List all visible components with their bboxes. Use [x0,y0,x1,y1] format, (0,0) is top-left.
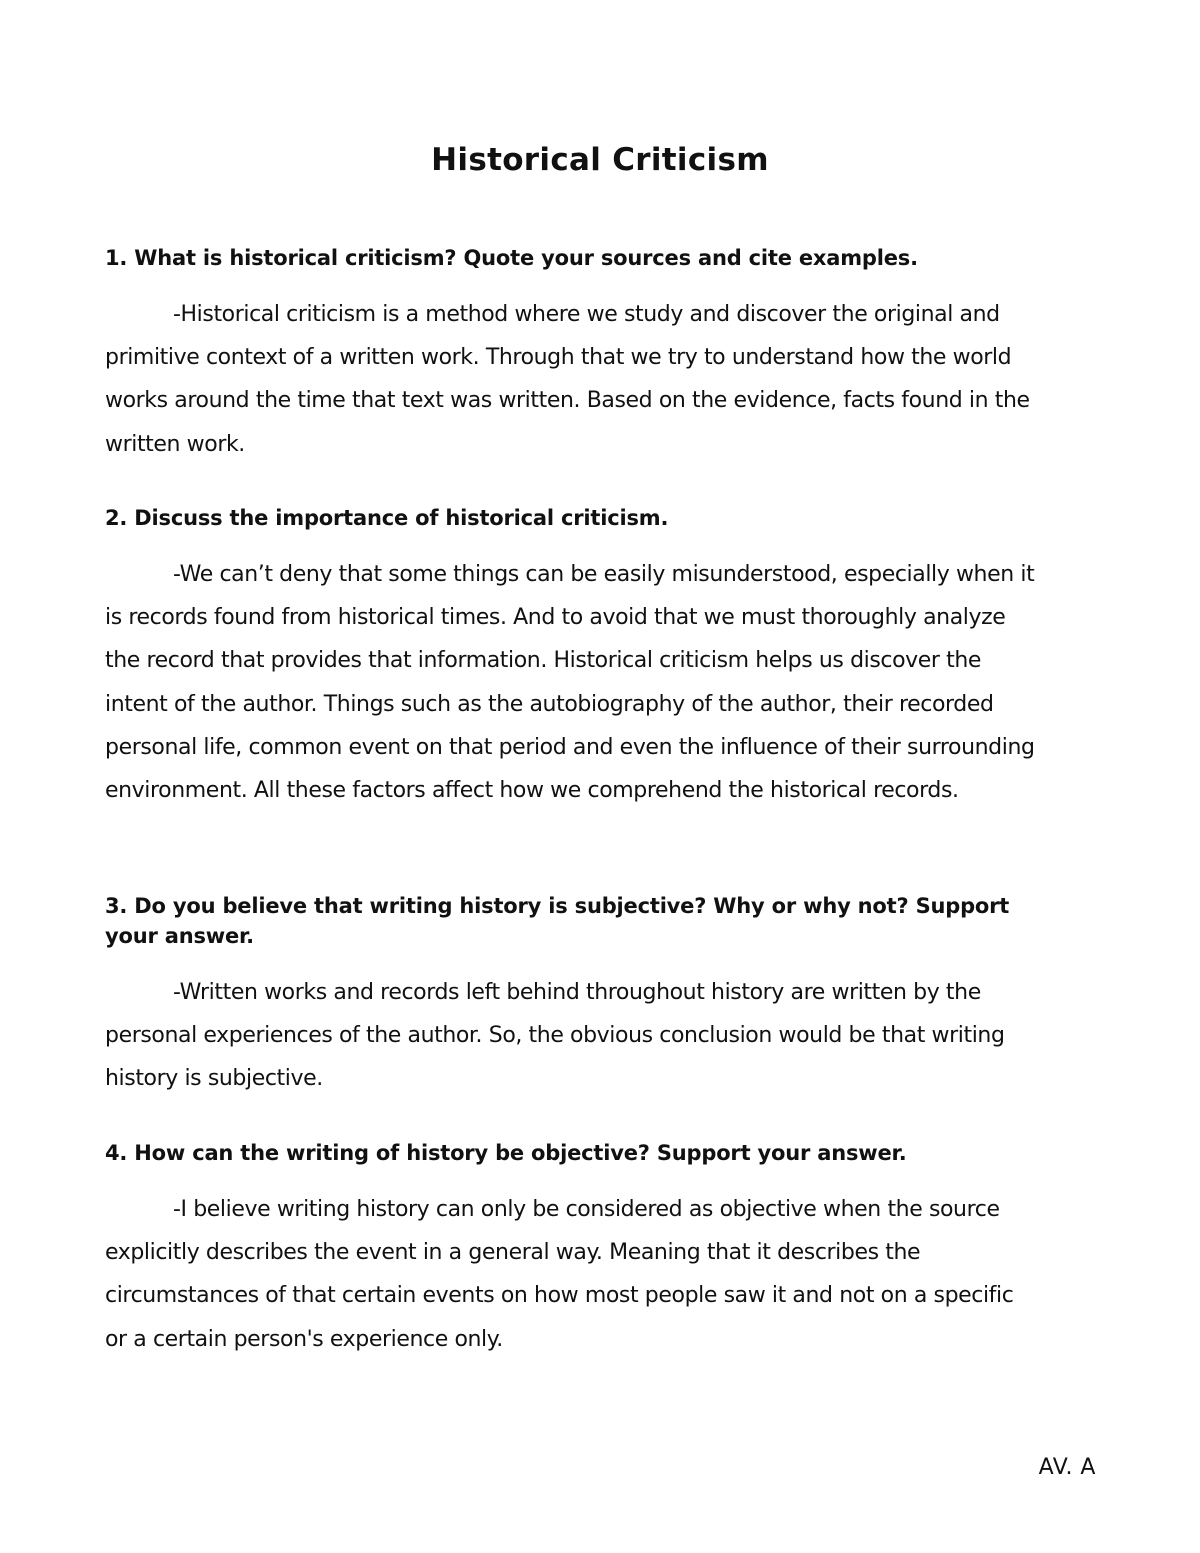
author-initials: AV. A [1038,1455,1096,1480]
question-3: 3. Do you believe that writing history is subjective? Why or why not? Support your answer. [105,894,1010,948]
question-2: 2. Discuss the importance of historical criticism. [105,506,669,530]
answer-2: -We can’t deny that some things can be easily misunderstood, especially when it is records found from historical times. And to avoid that we must thoroughly analyze the record that provides that information. Historical criticism helps us discover the intent of the author. Things such as the autobiography of the author, their recorded personal life, common event on that period and even the influence of their surrounding environment. All these factors affect how we comprehend the historical records. [105,562,1035,804]
answer-4: -I believe writing history can only be considered as objective when the source explicitly describes the event in a general way. Meaning that it describes the circumstances of that certain events on how most people saw it and not on a specific or a certain person's experience only. [105,1197,1014,1352]
question-4: 4. How can the writing of history be objective? Support your answer. [105,1141,907,1165]
answer-1: -Historical criticism is a method where we study and discover the original and primitive context of a written work. Through that we try to understand how the world works around the time that text was written. Based on the evidence, facts found in the written work. [105,302,1030,457]
question-1: 1. What is historical criticism? Quote your sources and cite examples. [105,246,918,270]
answer-3: -Written works and records left behind throughout history are written by the personal experiences of the author. So, the obvious conclusion would be that writing history is subjective. [105,980,1005,1092]
page-title: Historical Criticism [431,142,769,178]
